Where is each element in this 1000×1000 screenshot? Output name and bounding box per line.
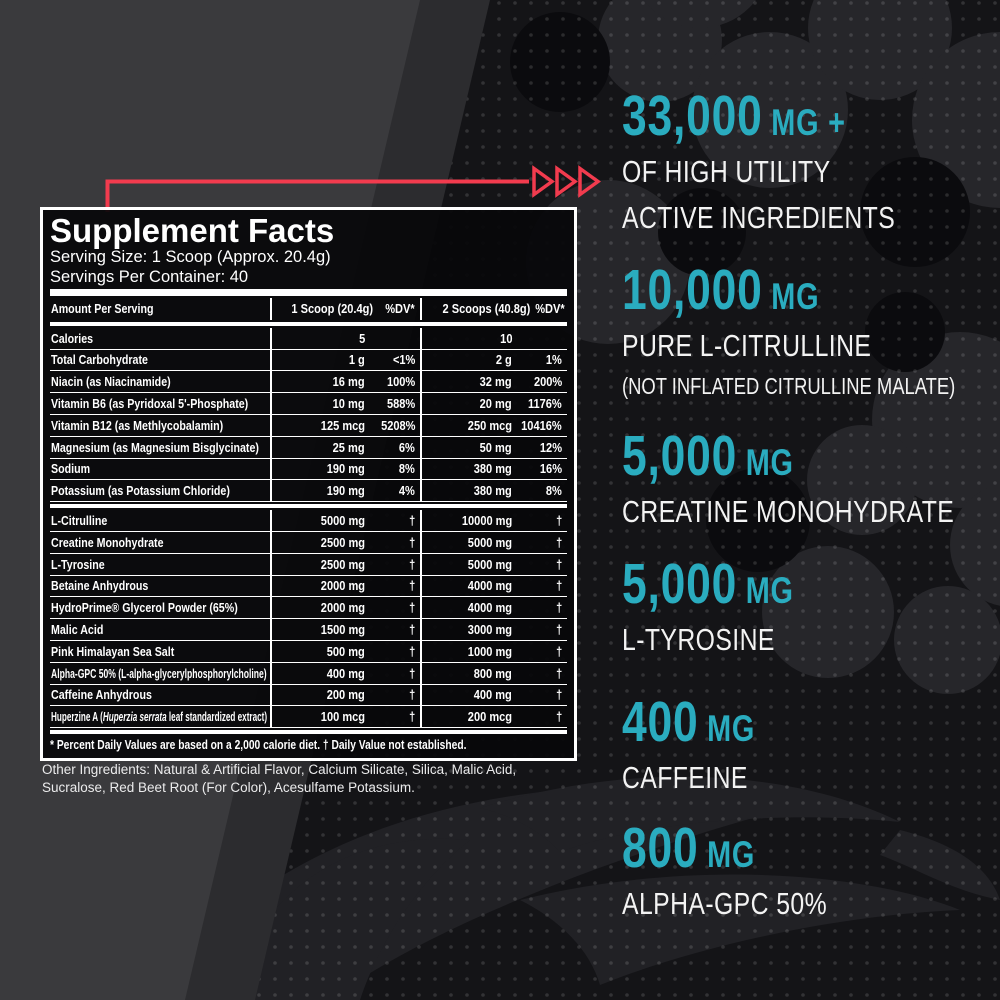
- divider-bar: [50, 730, 567, 734]
- table-header-row: Amount Per Serving 1 Scoop (20.4g) %DV* 2 Scoops (40.8g) %DV*: [50, 298, 567, 320]
- callout-label: OF HIGH UTILITY: [622, 154, 831, 189]
- callout-amount: 400: [622, 690, 699, 754]
- table-row: HydroPrime® Glycerol Powder (65%) 2000 mg † 4000 mg †: [50, 597, 567, 619]
- other-ingredients-text: Other Ingredients: Natural & Artificial Flavor, Calcium Silicate, Silica, Malic Acid, Sucralose, Red Beet Root (For Color), Acesulfame Potassium.: [42, 762, 517, 795]
- table-row: Malic Acid 1500 mg † 3000 mg †: [50, 619, 567, 641]
- callout-amount: 10,000: [622, 258, 763, 322]
- table-row: Total Carbohydrate 1 g <1% 2 g 1%: [50, 350, 567, 372]
- table-row: Betaine Anhydrous 2000 mg † 4000 mg †: [50, 576, 567, 598]
- callout-unit: MG +: [771, 102, 846, 143]
- callout-label: L-TYROSINE: [622, 622, 775, 657]
- supplement-facts-panel: [40, 207, 577, 761]
- callout-unit: MG: [707, 708, 756, 749]
- table-row: L-Citrulline 5000 mg † 10000 mg †: [50, 510, 567, 532]
- table-row: Pink Himalayan Sea Salt 500 mg † 1000 mg †: [50, 641, 567, 663]
- table-row: Potassium (as Potassium Chloride) 190 mg 4% 380 mg 8%: [50, 480, 567, 502]
- callout-note: (NOT INFLATED CITRULLINE MALATE): [622, 373, 956, 399]
- table-row: Huperzine A (Huperzia serrata leaf standardized extract) 100 mcg † 200 mcg †: [50, 706, 567, 728]
- callout-amount: 800: [622, 816, 699, 880]
- callout-amount: 5,000: [622, 424, 738, 488]
- table-row: Caffeine Anhydrous 200 mg † 400 mg †: [50, 685, 567, 707]
- table-row: L-Tyrosine 2500 mg † 5000 mg †: [50, 554, 567, 576]
- callout-label: ACTIVE INGREDIENTS: [622, 200, 896, 235]
- servings-per-container-text: Servings Per Container: 40: [50, 267, 249, 286]
- callout-label: ALPHA-GPC 50%: [622, 886, 828, 921]
- callout-label: CREATINE MONOHYDRATE: [622, 494, 955, 529]
- table-row: Magnesium (as Magnesium Bisglycinate) 25 mg 6% 50 mg 12%: [50, 437, 567, 459]
- callout-amount: 5,000: [622, 552, 738, 616]
- table-row: Vitamin B6 (as Pyridoxal 5'-Phosphate) 10 mg 588% 20 mg 1176%: [50, 393, 567, 415]
- divider-bar-thick: [50, 289, 567, 296]
- divider-bar: [50, 504, 567, 508]
- serving-size-text: Serving Size: 1 Scoop (Approx. 20.4g): [50, 248, 331, 266]
- callout-label: CAFFEINE: [622, 760, 748, 795]
- dv-footnote: * Percent Daily Values are based on a 2,000 calorie diet. † Daily Value not established.: [50, 738, 467, 753]
- table-row: Alpha-GPC 50% (L-alpha-glycerylphosphorylcholine) 400 mg † 800 mg †: [50, 663, 567, 685]
- facts-table: [50, 298, 567, 734]
- divider-bar: [50, 322, 567, 326]
- callout-unit: MG: [771, 276, 820, 317]
- table-row: Vitamin B12 (as Methlycobalamin) 125 mcg 5208% 250 mcg 10416%: [50, 415, 567, 437]
- table-row: Creatine Monohydrate 2500 mg † 5000 mg †: [50, 532, 567, 554]
- table-row: Niacin (as Niacinamide) 16 mg 100% 32 mg 200%: [50, 371, 567, 393]
- table-row: Calories 5 10: [50, 328, 567, 350]
- panel-title: Supplement Facts: [50, 212, 335, 249]
- table-row: Sodium 190 mg 8% 380 mg 16%: [50, 459, 567, 481]
- callout-unit: MG: [745, 570, 794, 611]
- callout-unit: MG: [707, 834, 756, 875]
- callout-amount: 33,000: [622, 84, 763, 148]
- callout-label: PURE L-CITRULLINE: [622, 328, 872, 363]
- callout-unit: MG: [745, 442, 794, 483]
